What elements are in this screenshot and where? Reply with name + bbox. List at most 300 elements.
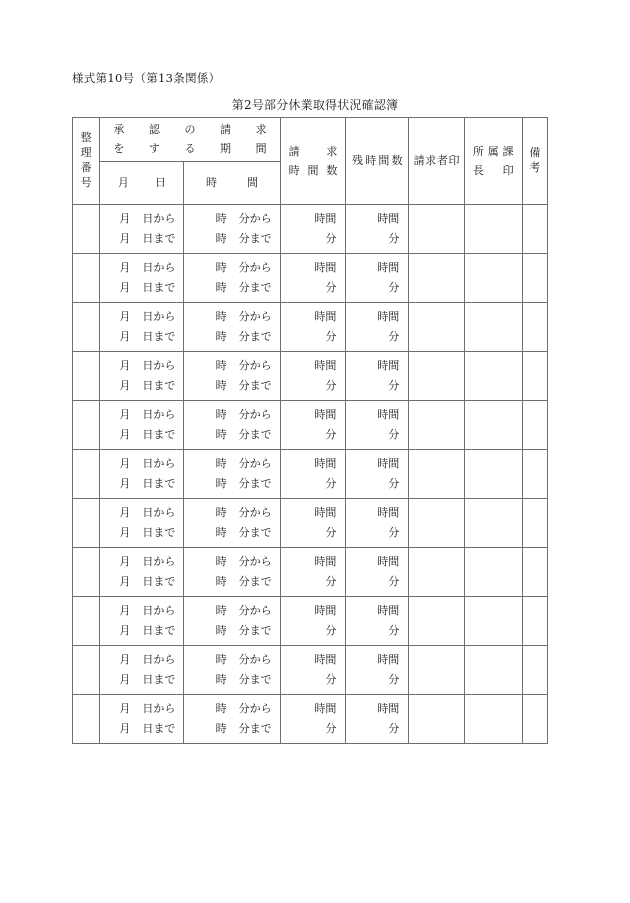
- time-to-line-part-1: 時: [215, 330, 227, 343]
- table-header-row-1: [73, 118, 548, 162]
- time-to-line-part-1: 時: [215, 624, 227, 637]
- remaining-minutes-value: 分: [388, 673, 400, 686]
- time-to-line-part-1: 時: [215, 526, 227, 539]
- time-from-line-part-1: 時: [215, 652, 227, 666]
- time-to-line-part-1: 時: [215, 281, 227, 294]
- row-cell-time-range[interactable]: [184, 597, 280, 646]
- subheader-cell-time: [184, 161, 280, 205]
- table-row: [73, 205, 548, 254]
- remaining-hours-value: 時間: [377, 211, 400, 225]
- table-row: [73, 303, 548, 352]
- row-cell-time-range[interactable]: [184, 646, 280, 695]
- row-cell-seiri-bango[interactable]: [73, 646, 100, 695]
- requested-hours-value: 時間: [314, 456, 337, 470]
- time-to-line-part-2: 分まで: [238, 526, 272, 539]
- jikansu-char-3: 数: [326, 164, 338, 177]
- date-to-line-part-2: 日まで: [142, 330, 176, 343]
- row-cell-seiri-bango[interactable]: [73, 205, 100, 254]
- remaining-hours-value: 時間: [377, 701, 400, 715]
- row-cell-section-chief-seal[interactable]: [464, 450, 522, 499]
- range-stack: [184, 258, 279, 299]
- date-to-line-part-2: 日まで: [142, 281, 176, 294]
- time-to-line-part-1: 時: [215, 379, 227, 392]
- date-to-line: [100, 376, 183, 396]
- header-cell-zan-jikansu: [346, 118, 409, 205]
- row-cell-requester-seal[interactable]: [409, 401, 465, 450]
- remaining-hours-value: 時間: [377, 652, 400, 666]
- row-cell-requested-hours[interactable]: [280, 401, 346, 450]
- row-cell-time-range[interactable]: [184, 205, 280, 254]
- table-row: [73, 597, 548, 646]
- date-from-line-part-2: 日から: [142, 505, 176, 519]
- requested-hours-value: 時間: [314, 505, 337, 519]
- date-to-line: [100, 327, 183, 347]
- row-cell-requested-hours[interactable]: [280, 646, 346, 695]
- row-cell-date-range[interactable]: [100, 450, 184, 499]
- row-cell-time-range[interactable]: [184, 254, 280, 303]
- table-row: [73, 352, 548, 401]
- row-cell-requester-seal[interactable]: [409, 352, 465, 401]
- seikyu-jikansu-line-1: [281, 142, 346, 161]
- time-from-line-part-1: 時: [215, 309, 227, 323]
- date-from-line-part-1: 月: [119, 309, 131, 323]
- remaining-minutes-value: 分: [388, 428, 400, 441]
- date-from-line-part-2: 日から: [142, 211, 176, 225]
- seiri-bango-stack: [73, 131, 99, 190]
- time-from-line-part-2: 分から: [238, 358, 272, 372]
- row-cell-time-range[interactable]: [184, 303, 280, 352]
- shonin-line-2: [100, 139, 279, 158]
- date-to-line-part-1: 月: [119, 428, 131, 441]
- remaining-minutes-value: 分: [388, 477, 400, 490]
- time-from-line: [184, 503, 279, 523]
- row-cell-section-chief-seal[interactable]: [464, 352, 522, 401]
- time-to-line-part-1: 時: [215, 673, 227, 686]
- value-stack: [281, 258, 346, 299]
- date-to-line-part-2: 日まで: [142, 624, 176, 637]
- date-to-line-part-2: 日まで: [142, 379, 176, 392]
- value-stack: [346, 601, 408, 642]
- remaining-hours-value: 時間: [377, 554, 400, 568]
- row-cell-time-range[interactable]: [184, 401, 280, 450]
- time-to-line-part-1: 時: [215, 575, 227, 588]
- date-from-line-part-2: 日から: [142, 260, 176, 274]
- row-cell-remaining-hours[interactable]: [346, 499, 409, 548]
- value-stack: [281, 454, 346, 495]
- row-cell-remaining-hours[interactable]: [346, 548, 409, 597]
- range-stack: [100, 356, 183, 397]
- row-cell-requester-seal[interactable]: [409, 597, 465, 646]
- time-from-line-part-2: 分から: [238, 652, 272, 666]
- time-to-line-part-2: 分まで: [238, 673, 272, 686]
- time-from-line-part-1: 時: [215, 554, 227, 568]
- sub-time-char-2: 間: [246, 176, 258, 190]
- row-cell-requester-seal[interactable]: [409, 303, 465, 352]
- subheader-cell-date: [100, 161, 184, 205]
- value-stack: [281, 307, 346, 348]
- time-to-line-part-1: 時: [215, 232, 227, 245]
- row-cell-requested-hours[interactable]: [280, 254, 346, 303]
- row-cell-remaining-hours[interactable]: [346, 205, 409, 254]
- shonin1-char-1: 承: [113, 123, 125, 136]
- time-from-line-part-2: 分から: [238, 505, 272, 519]
- jikansu-char-2: 間: [307, 164, 319, 177]
- seiri-char-1: 整: [80, 131, 92, 145]
- date-from-line-part-1: 月: [119, 554, 131, 568]
- shozoku-line-1: [465, 142, 522, 161]
- requested-hours-value: 時間: [314, 211, 337, 225]
- row-cell-remarks[interactable]: [522, 548, 547, 597]
- time-from-line-part-1: 時: [215, 407, 227, 421]
- shonin1-char-4: 請: [220, 123, 232, 136]
- row-cell-remaining-hours[interactable]: [346, 352, 409, 401]
- row-cell-requested-hours[interactable]: [280, 303, 346, 352]
- row-cell-remarks[interactable]: [522, 303, 547, 352]
- time-to-line-part-1: 時: [215, 722, 227, 735]
- row-cell-time-range[interactable]: [184, 352, 280, 401]
- time-from-line-part-1: 時: [215, 211, 227, 225]
- date-to-line-part-1: 月: [119, 330, 131, 343]
- date-from-line-part-2: 日から: [142, 701, 176, 715]
- row-cell-requested-hours[interactable]: [280, 548, 346, 597]
- row-cell-remaining-hours[interactable]: [346, 254, 409, 303]
- remaining-hours-value: 時間: [377, 260, 400, 274]
- date-to-line-part-1: 月: [119, 526, 131, 539]
- row-cell-requested-hours[interactable]: [280, 205, 346, 254]
- value-stack: [281, 503, 346, 544]
- seiri-char-3: 番: [80, 161, 92, 174]
- bikou-char-2: 考: [529, 161, 541, 174]
- time-to-line: [184, 474, 279, 494]
- row-cell-date-range[interactable]: [100, 254, 184, 303]
- time-from-line-part-1: 時: [215, 505, 227, 519]
- row-cell-time-range[interactable]: [184, 499, 280, 548]
- row-cell-section-chief-seal[interactable]: [464, 254, 522, 303]
- date-from-line-part-1: 月: [119, 652, 131, 666]
- requested-minutes-value: 分: [325, 722, 337, 735]
- row-cell-time-range[interactable]: [184, 548, 280, 597]
- shozoku-kacho-text: [465, 142, 522, 181]
- sub-date-char-2: 日: [154, 176, 166, 190]
- row-cell-seiri-bango[interactable]: [73, 499, 100, 548]
- seiri-char-2: 理: [80, 146, 92, 160]
- remaining-minutes-value: 分: [388, 624, 400, 637]
- date-from-line-part-2: 日から: [142, 407, 176, 421]
- requested-minutes-value: 分: [325, 428, 337, 441]
- row-cell-remarks[interactable]: [522, 695, 547, 744]
- row-cell-requested-hours[interactable]: [280, 499, 346, 548]
- time-from-line: [184, 258, 279, 278]
- row-cell-remarks[interactable]: [522, 401, 547, 450]
- remaining-hours-value: 時間: [377, 456, 400, 470]
- sub-date-text: [100, 174, 183, 191]
- requested-minutes-value: 分: [325, 232, 337, 245]
- row-cell-date-range[interactable]: [100, 352, 184, 401]
- time-to-line: [184, 670, 279, 690]
- requested-minutes-value: 分: [325, 477, 337, 490]
- row-cell-requester-seal[interactable]: [409, 695, 465, 744]
- date-to-line-part-2: 日まで: [142, 575, 176, 588]
- requested-minutes-value: 分: [325, 526, 337, 539]
- time-from-line-part-2: 分から: [238, 554, 272, 568]
- time-from-line: [184, 454, 279, 474]
- remaining-hours-value: 時間: [377, 603, 400, 617]
- row-cell-seiri-bango[interactable]: [73, 352, 100, 401]
- row-cell-date-range[interactable]: [100, 205, 184, 254]
- row-cell-seiri-bango[interactable]: [73, 548, 100, 597]
- time-to-line: [184, 621, 279, 641]
- date-from-line-part-1: 月: [119, 456, 131, 470]
- row-cell-remaining-hours[interactable]: [346, 597, 409, 646]
- table-row: [73, 401, 548, 450]
- row-cell-section-chief-seal[interactable]: [464, 695, 522, 744]
- header-cell-shozoku-kacho-in: [464, 118, 522, 205]
- shonin2-char-2: す: [148, 142, 160, 156]
- remaining-minutes-value: 分: [388, 526, 400, 539]
- value-stack: [281, 552, 346, 593]
- row-cell-section-chief-seal[interactable]: [464, 646, 522, 695]
- row-cell-date-range[interactable]: [100, 597, 184, 646]
- row-cell-remaining-hours[interactable]: [346, 450, 409, 499]
- requested-hours-value: 時間: [314, 701, 337, 715]
- range-stack: [100, 209, 183, 250]
- bikou-stack: [523, 146, 547, 176]
- seiri-char-4: 号: [80, 175, 92, 189]
- row-cell-remarks[interactable]: [522, 646, 547, 695]
- remaining-minutes-value: 分: [388, 281, 400, 294]
- requested-hours-value: 時間: [314, 554, 337, 568]
- date-to-line-part-2: 日まで: [142, 232, 176, 245]
- seikyu-char-2: 求: [326, 144, 338, 158]
- value-stack: [346, 699, 408, 740]
- row-cell-requester-seal[interactable]: [409, 205, 465, 254]
- date-from-line-part-1: 月: [119, 701, 131, 715]
- time-from-line-part-2: 分から: [238, 260, 272, 274]
- date-from-line-part-2: 日から: [142, 652, 176, 666]
- date-from-line: [100, 307, 183, 327]
- time-to-line: [184, 327, 279, 347]
- value-stack: [346, 209, 408, 250]
- range-stack: [100, 601, 183, 642]
- row-cell-section-chief-seal[interactable]: [464, 303, 522, 352]
- date-to-line-part-1: 月: [119, 379, 131, 392]
- row-cell-remarks[interactable]: [522, 205, 547, 254]
- row-cell-remarks[interactable]: [522, 450, 547, 499]
- shonin1-char-2: 認: [148, 123, 160, 136]
- date-to-line-part-1: 月: [119, 624, 131, 637]
- time-to-line-part-2: 分まで: [238, 575, 272, 588]
- row-cell-requested-hours[interactable]: [280, 352, 346, 401]
- value-stack: [346, 405, 408, 446]
- time-from-line: [184, 405, 279, 425]
- value-stack: [281, 356, 346, 397]
- row-cell-date-range[interactable]: [100, 548, 184, 597]
- shozoku-char-2: 属: [487, 144, 499, 158]
- header-cell-seiri-bango: [73, 118, 100, 205]
- row-cell-date-range[interactable]: [100, 401, 184, 450]
- row-cell-remaining-hours[interactable]: [346, 401, 409, 450]
- time-to-line-part-2: 分まで: [238, 722, 272, 735]
- header-cell-seikyusha-in: [409, 118, 465, 205]
- row-cell-date-range[interactable]: [100, 646, 184, 695]
- requested-minutes-value: 分: [325, 575, 337, 588]
- requested-minutes-value: 分: [325, 379, 337, 392]
- date-from-line-part-1: 月: [119, 603, 131, 617]
- time-to-line-part-2: 分まで: [238, 232, 272, 245]
- value-stack: [346, 307, 408, 348]
- time-to-line: [184, 278, 279, 298]
- time-to-line: [184, 425, 279, 445]
- document-title: 第2号部分休業取得状況確認簿: [231, 98, 399, 112]
- shonin2-char-4: 期: [220, 142, 232, 156]
- time-from-line-part-2: 分から: [238, 407, 272, 421]
- range-stack: [184, 209, 279, 250]
- time-from-line-part-1: 時: [215, 260, 227, 274]
- row-cell-seiri-bango[interactable]: [73, 254, 100, 303]
- date-from-line-part-2: 日から: [142, 554, 176, 568]
- row-cell-remaining-hours[interactable]: [346, 695, 409, 744]
- row-cell-section-chief-seal[interactable]: [464, 597, 522, 646]
- row-cell-section-chief-seal[interactable]: [464, 205, 522, 254]
- row-cell-requester-seal[interactable]: [409, 548, 465, 597]
- shonin1-char-5: 求: [255, 123, 267, 136]
- row-cell-requester-seal[interactable]: [409, 254, 465, 303]
- range-stack: [100, 699, 183, 740]
- table-row: [73, 695, 548, 744]
- shonin-line-1: [100, 120, 279, 139]
- row-cell-remaining-hours[interactable]: [346, 303, 409, 352]
- range-stack: [184, 356, 279, 397]
- remaining-minutes-value: 分: [388, 232, 400, 245]
- row-cell-requester-seal[interactable]: [409, 499, 465, 548]
- table-row: [73, 450, 548, 499]
- row-cell-requested-hours[interactable]: [280, 597, 346, 646]
- date-to-line-part-1: 月: [119, 575, 131, 588]
- range-stack: [100, 650, 183, 691]
- shozoku-char-1: 所: [472, 144, 484, 158]
- row-cell-section-chief-seal[interactable]: [464, 499, 522, 548]
- time-to-line-part-2: 分まで: [238, 330, 272, 343]
- zan-jikansu-label: 残時間数: [352, 154, 405, 168]
- time-from-line: [184, 650, 279, 670]
- time-to-line-part-2: 分まで: [238, 379, 272, 392]
- row-cell-time-range[interactable]: [184, 695, 280, 744]
- value-stack: [346, 552, 408, 593]
- range-stack: [184, 307, 279, 348]
- row-cell-date-range[interactable]: [100, 695, 184, 744]
- date-from-line-part-1: 月: [119, 211, 131, 225]
- time-to-line: [184, 229, 279, 249]
- seikyu-char-1: 請: [288, 144, 300, 158]
- time-from-line-part-1: 時: [215, 358, 227, 372]
- row-cell-date-range[interactable]: [100, 303, 184, 352]
- time-from-line: [184, 209, 279, 229]
- range-stack: [100, 552, 183, 593]
- row-cell-remarks[interactable]: [522, 254, 547, 303]
- row-cell-seiri-bango[interactable]: [73, 695, 100, 744]
- row-cell-section-chief-seal[interactable]: [464, 548, 522, 597]
- sub-time-char-1: 時: [205, 176, 217, 190]
- row-cell-time-range[interactable]: [184, 450, 280, 499]
- date-from-line-part-2: 日から: [142, 309, 176, 323]
- shonin1-char-3: の: [184, 123, 196, 136]
- row-cell-remarks[interactable]: [522, 499, 547, 548]
- jikansu-char-1: 時: [288, 164, 300, 177]
- value-stack: [281, 650, 346, 691]
- date-from-line: [100, 209, 183, 229]
- range-stack: [184, 650, 279, 691]
- time-to-line-part-2: 分まで: [238, 477, 272, 490]
- value-stack: [346, 356, 408, 397]
- value-stack: [346, 258, 408, 299]
- seikyusha-in-label: 請求者印: [413, 154, 461, 168]
- requested-hours-value: 時間: [314, 309, 337, 323]
- range-stack: [184, 601, 279, 642]
- date-to-line-part-1: 月: [119, 722, 131, 735]
- date-from-line: [100, 699, 183, 719]
- date-to-line: [100, 278, 183, 298]
- time-to-line: [184, 376, 279, 396]
- range-stack: [100, 258, 183, 299]
- row-cell-seiri-bango[interactable]: [73, 401, 100, 450]
- row-cell-seiri-bango[interactable]: [73, 597, 100, 646]
- range-stack: [100, 503, 183, 544]
- row-cell-remaining-hours[interactable]: [346, 646, 409, 695]
- date-from-line-part-1: 月: [119, 407, 131, 421]
- leave-record-table: [72, 117, 548, 744]
- date-from-line-part-2: 日から: [142, 358, 176, 372]
- requested-minutes-value: 分: [325, 673, 337, 686]
- header-cell-bikou: [522, 118, 547, 205]
- row-cell-date-range[interactable]: [100, 499, 184, 548]
- row-cell-requested-hours[interactable]: [280, 450, 346, 499]
- time-from-line-part-1: 時: [215, 603, 227, 617]
- row-cell-requester-seal[interactable]: [409, 646, 465, 695]
- row-cell-section-chief-seal[interactable]: [464, 401, 522, 450]
- sub-time-text: [184, 174, 279, 191]
- time-to-line-part-1: 時: [215, 428, 227, 441]
- remaining-hours-value: 時間: [377, 407, 400, 421]
- date-to-line-part-2: 日まで: [142, 477, 176, 490]
- date-from-line-part-2: 日から: [142, 456, 176, 470]
- date-to-line-part-1: 月: [119, 477, 131, 490]
- date-from-line: [100, 503, 183, 523]
- time-from-line: [184, 699, 279, 719]
- range-stack: [100, 307, 183, 348]
- remaining-minutes-value: 分: [388, 722, 400, 735]
- time-to-line-part-2: 分まで: [238, 428, 272, 441]
- row-cell-requested-hours[interactable]: [280, 695, 346, 744]
- requested-hours-value: 時間: [314, 358, 337, 372]
- range-stack: [184, 503, 279, 544]
- date-from-line: [100, 258, 183, 278]
- row-cell-seiri-bango[interactable]: [73, 303, 100, 352]
- date-to-line-part-2: 日まで: [142, 428, 176, 441]
- header-cell-seikyu-jikansu: [280, 118, 346, 205]
- range-stack: [100, 405, 183, 446]
- row-cell-remarks[interactable]: [522, 352, 547, 401]
- date-from-line: [100, 454, 183, 474]
- time-to-line: [184, 523, 279, 543]
- date-to-line: [100, 621, 183, 641]
- row-cell-requester-seal[interactable]: [409, 450, 465, 499]
- date-to-line-part-1: 月: [119, 281, 131, 294]
- row-cell-seiri-bango[interactable]: [73, 450, 100, 499]
- time-from-line-part-1: 時: [215, 456, 227, 470]
- row-cell-remarks[interactable]: [522, 597, 547, 646]
- shonin2-char-5: 間: [255, 142, 267, 156]
- time-from-line-part-2: 分から: [238, 603, 272, 617]
